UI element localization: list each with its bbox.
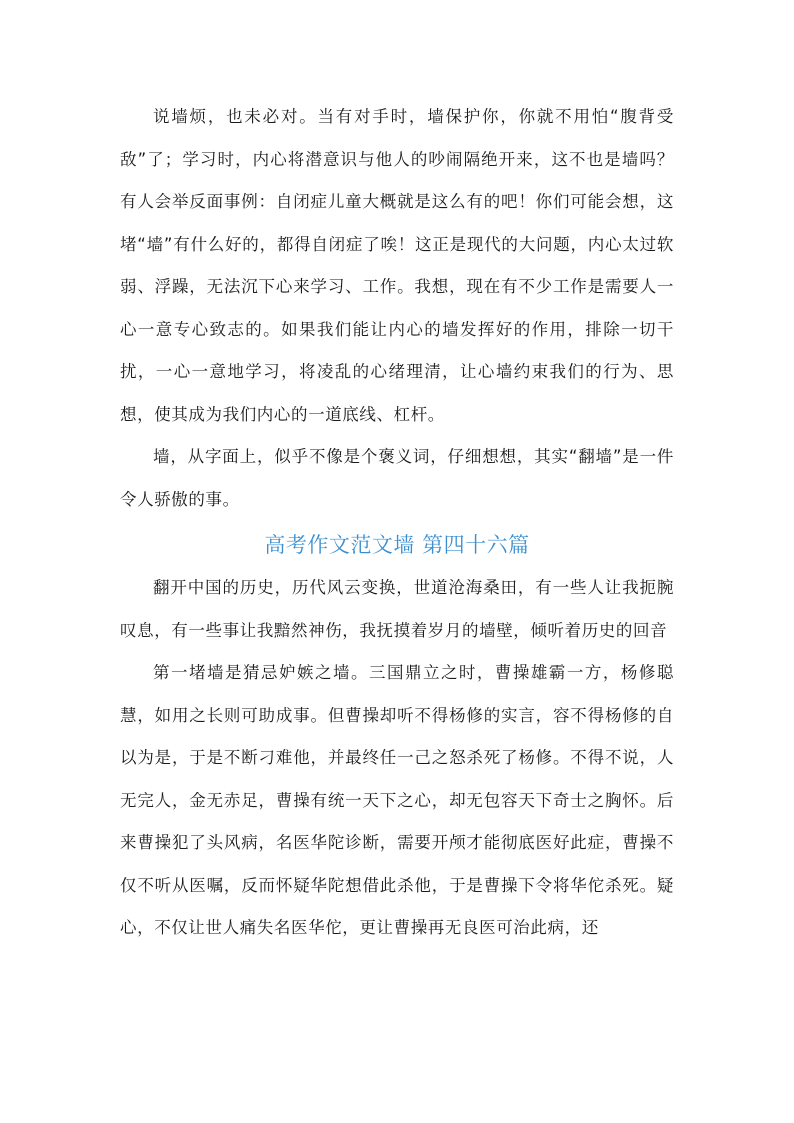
paragraph-wall-meaning: 墙，从字面上，似乎不像是个褒义词，仔细想想，其实“翻墙”是一件令人骄傲的事。 bbox=[120, 447, 674, 509]
paragraph-first-wall: 第一堵墙是猜忌妒嫉之墙。三国鼎立之时，曹操雄霸一方，杨修聪慧，如用之长则可助成事。但曹操却听不得杨修的实言，容不得杨修的自以为是，于是不断刁难他，并最终任一己之怒杀死了杨修。不得不说，人无完人，金无赤足，曹操有统一天下之心，却无包容天下奇士之胸怀。后来曹操犯了头风病，名医华陀诊断，需要开颅才能彻底医好此症，曹操不仅不听从医嘱，反而怀疑华陀想借此杀他，于是曹操下令将华佗杀死。疑心，不仅让世人痛失名医华佗，更让曹操再无良医可治此病，还 bbox=[120, 663, 674, 937]
section-heading: 高考作文范文墙 第四十六篇 bbox=[264, 533, 530, 557]
document-page bbox=[120, 96, 674, 950]
paragraph-history-intro: 翻开中国的历史，历代风云变换，世道沧海桑田，有一些人让我扼腕叹息，有一些事让我黯然神伤，我抚摸着岁月的墙壁，倾听着历史的回音 bbox=[120, 578, 674, 640]
paragraph-wall-annoyance: 说墙烦，也未必对。当有对手时，墙保护你，你就不用怕“腹背受敌”了；学习时，内心将潜意识与他人的吵闹隔绝开来，这不也是墙吗？有人会举反面事例：自闭症儿童大概就是这么有的吧！你们可能会想，这堵“墙”有什么好的，都得自闭症了唉！这正是现代的大问题，内心太过软弱、浮躁，无法沉下心来学习、工作。我想，现在有不少工作是需要人一心一意专心致志的。如果我们能让内心的墙发挥好的作用，排除一切干扰，一心一意地学习，将凌乱的心绪理清，让心墙约束我们的行为、思想，使其成为我们内心的一道底线、杠杆。 bbox=[120, 107, 674, 424]
